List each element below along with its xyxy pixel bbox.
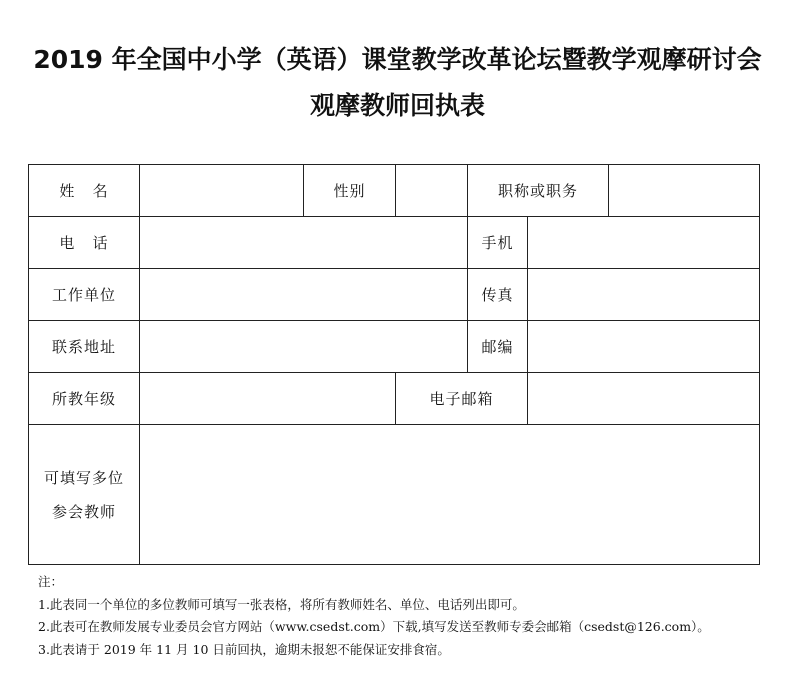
form-subtitle: 观摩教师回执表: [309, 91, 485, 120]
table-row: [29, 321, 760, 373]
note-item-1: 1.此表同一个单位的多位教师可填写一张表格，将所有教师姓名、单位、电话列出即可。: [38, 596, 525, 612]
gender-label: 性别: [304, 165, 396, 217]
multi-teacher-label-line1: 可填写多位: [43, 468, 124, 487]
table-row: [29, 425, 760, 565]
title-label: 职称或职务: [468, 165, 609, 217]
notes-heading: 注：: [38, 574, 64, 589]
notes-section: [38, 571, 710, 661]
note-item-3: 3.此表请于 2019 年 11 月 10 日前回执，逾期未报恕不能保证安排食宿。: [38, 641, 450, 657]
fax-label: 传真: [468, 269, 528, 321]
employer-label: 工作单位: [29, 269, 140, 321]
table-row: [29, 269, 760, 321]
table-row: [29, 165, 760, 217]
email-field[interactable]: [528, 373, 760, 425]
phone-label: 电 话: [29, 217, 140, 269]
fax-field[interactable]: [528, 269, 760, 321]
table-row: [29, 373, 760, 425]
multi-teacher-field[interactable]: [140, 425, 760, 565]
gender-field[interactable]: [396, 165, 468, 217]
table-row: [29, 217, 760, 269]
phone-field[interactable]: [140, 217, 468, 269]
grade-label: 所教年级: [29, 373, 140, 425]
address-label: 联系地址: [29, 321, 140, 373]
form-title: 2019 年全国中小学（英语）课堂教学改革论坛暨教学观摩研讨会: [33, 45, 762, 74]
multi-teacher-label-line2: 参会教师: [51, 502, 116, 521]
receipt-form-table: [28, 164, 760, 565]
address-field[interactable]: [140, 321, 468, 373]
employer-field[interactable]: [140, 269, 468, 321]
mobile-field[interactable]: [528, 217, 760, 269]
grade-field[interactable]: [140, 373, 396, 425]
postcode-field[interactable]: [528, 321, 760, 373]
mobile-label: 手机: [468, 217, 528, 269]
name-label: 姓 名: [29, 165, 140, 217]
multi-teacher-label: [29, 425, 140, 565]
postcode-label: 邮编: [468, 321, 528, 373]
note-item-2: 2.此表可在教师发展专业委员会官方网站（www.csedst.com）下载,填写发送至教师专委会邮箱（csedst@126.com）。: [38, 619, 710, 634]
title-field[interactable]: [609, 165, 760, 217]
name-field[interactable]: [140, 165, 304, 217]
email-label: 电子邮箱: [396, 373, 528, 425]
